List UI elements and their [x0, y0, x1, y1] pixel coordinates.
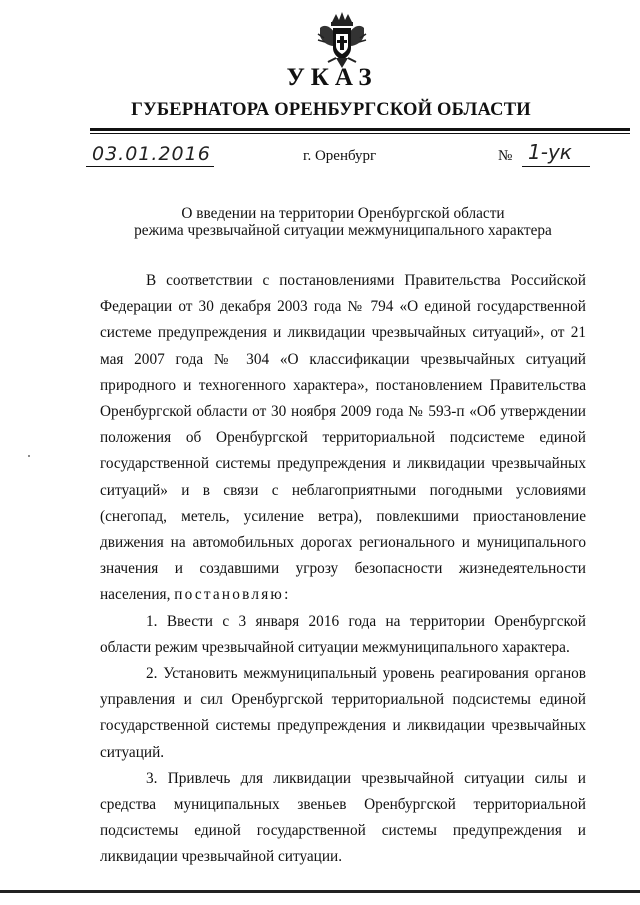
issuer-title: ГУБЕРНАТОРА ОРЕНБУРГСКОЙ ОБЛАСТИ	[131, 100, 531, 120]
item-1-paragraph: 1. Ввести с 3 января 2016 года на территории Оренбургской области режим чрезвычайной ситуации межмуниципального характера.	[100, 612, 586, 656]
document-heading	[100, 205, 586, 239]
item-2-paragraph: 2. Установить межмуниципальный уровень реагирования органов управления и сил Оренбургской территориальной подсистемы единой государственной системы предупреждения и ликвидации чрезвычайных ситуаций.	[100, 665, 586, 761]
item-3-paragraph: 3. Привлечь для ликвидации чрезвычайной ситуации силы и средства муниципальных звеньев Оренбургской территориальной подсистемы единой государственной системы предупреждения и ликвидации чрезвычайной ситуации.	[100, 769, 586, 866]
preamble-paragraph	[100, 268, 586, 609]
date-underline	[86, 166, 214, 167]
number-label: №	[498, 148, 513, 164]
header-divider-thick	[90, 128, 630, 131]
document-body	[100, 268, 586, 871]
heading-line-2: режима чрезвычайной ситуации межмуниципального характера	[134, 222, 552, 239]
heading-line-1: О введении на территории Оренбургской области	[181, 205, 505, 222]
preamble-text: В соответствии с постановлениями Правительства Российской Федерации от 30 декабря 2003 года № 794 «О единой государственной системе предупреждения и ликвидации чрезвычайных ситуаций», от 21 мая 2007 года № 304 «О классификации чрезвычайных ситуаций природного и техногенного характера», постановлением Правительства Оренбургской области от 30 ноября 2009 года № 593-п «Об утверждении положения об Оренбургской территориальной подсистеме единой государственной системы предупреждения и ликвидации чрезвычайных ситуаций» и в связи с неблагоприятными погодными условиями (снегопад, метель, усиление ветра), повлекшими приостановление движения на автомобильных дорогах регионального и муниципального значения и создавшими угрозу безопасности жизнедеятельности населения,	[100, 272, 586, 604]
scan-speck	[28, 455, 30, 457]
document-title: УКАЗ	[286, 64, 378, 91]
decree-word: постановляю	[174, 586, 285, 604]
header-divider-thin	[90, 133, 630, 134]
document-city: г. Оренбург	[303, 148, 377, 164]
decree-punct: :	[284, 586, 289, 604]
document-number: 1-ук	[528, 140, 572, 164]
document-date: 03.01.2016	[92, 143, 211, 165]
page-bottom-edge	[0, 890, 640, 893]
number-underline	[522, 166, 590, 167]
orenburg-coat-of-arms-icon	[316, 12, 368, 70]
